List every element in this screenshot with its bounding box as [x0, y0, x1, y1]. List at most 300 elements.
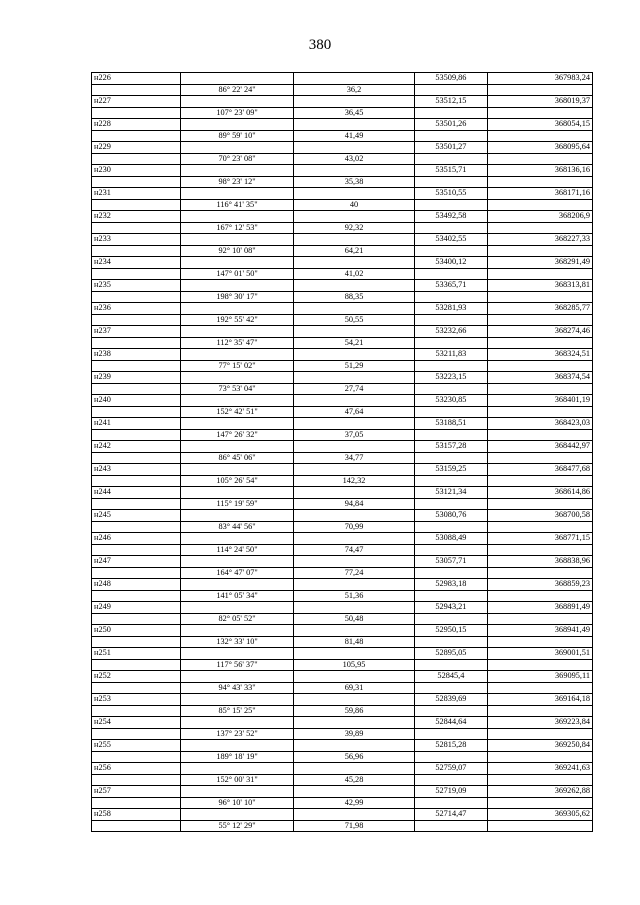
point-name-cell: н246: [92, 533, 181, 545]
empty-cell: [92, 199, 181, 211]
empty-cell: [293, 694, 414, 706]
length-cell: 41,49: [293, 130, 414, 142]
length-cell: 45,28: [293, 774, 414, 786]
empty-cell: [293, 763, 414, 775]
point-name-cell: н229: [92, 142, 181, 154]
segment-row: [92, 222, 593, 234]
angle-cell: 164° 47' 07": [181, 567, 293, 579]
empty-cell: [181, 349, 293, 361]
segment-row: [92, 291, 593, 303]
empty-cell: [487, 314, 592, 326]
empty-cell: [487, 567, 592, 579]
empty-cell: [487, 383, 592, 395]
empty-cell: [487, 521, 592, 533]
empty-cell: [293, 303, 414, 315]
empty-cell: [92, 682, 181, 694]
empty-cell: [415, 659, 487, 671]
segment-row: [92, 475, 593, 487]
x-coordinate-cell: 52983,18: [415, 579, 487, 591]
x-coordinate-cell: 53281,93: [415, 303, 487, 315]
empty-cell: [181, 73, 293, 85]
empty-cell: [487, 728, 592, 740]
empty-cell: [415, 245, 487, 257]
empty-cell: [415, 751, 487, 763]
empty-cell: [487, 774, 592, 786]
x-coordinate-cell: 53223,15: [415, 372, 487, 384]
empty-cell: [487, 406, 592, 418]
empty-cell: [181, 648, 293, 660]
empty-cell: [92, 291, 181, 303]
segment-row: [92, 84, 593, 96]
empty-cell: [415, 107, 487, 119]
angle-cell: 73° 53' 04": [181, 383, 293, 395]
point-row: [92, 234, 593, 246]
segment-row: [92, 153, 593, 165]
empty-cell: [487, 544, 592, 556]
empty-cell: [92, 590, 181, 602]
angle-cell: 82° 05' 52": [181, 613, 293, 625]
point-name-cell: н251: [92, 648, 181, 660]
length-cell: 43,02: [293, 153, 414, 165]
empty-cell: [181, 533, 293, 545]
x-coordinate-cell: 53230,85: [415, 395, 487, 407]
point-name-cell: н234: [92, 257, 181, 269]
point-row: [92, 257, 593, 269]
segment-row: [92, 613, 593, 625]
empty-cell: [92, 567, 181, 579]
empty-cell: [181, 372, 293, 384]
point-name-cell: н253: [92, 694, 181, 706]
segment-row: [92, 383, 593, 395]
empty-cell: [293, 441, 414, 453]
empty-cell: [181, 786, 293, 798]
length-cell: 36,2: [293, 84, 414, 96]
point-row: [92, 625, 593, 637]
empty-cell: [293, 119, 414, 131]
angle-cell: 116° 41' 35": [181, 199, 293, 211]
empty-cell: [487, 475, 592, 487]
angle-cell: 137° 23' 52": [181, 728, 293, 740]
empty-cell: [92, 314, 181, 326]
empty-cell: [415, 797, 487, 809]
empty-cell: [415, 475, 487, 487]
segment-row: [92, 797, 593, 809]
length-cell: 74,47: [293, 544, 414, 556]
x-coordinate-cell: 53232,66: [415, 326, 487, 338]
angle-cell: 198° 30' 17": [181, 291, 293, 303]
point-name-cell: н258: [92, 809, 181, 821]
empty-cell: [487, 199, 592, 211]
x-coordinate-cell: 52895,05: [415, 648, 487, 660]
y-coordinate-cell: 369305,62: [487, 809, 592, 821]
x-coordinate-cell: 53501,27: [415, 142, 487, 154]
empty-cell: [415, 820, 487, 832]
empty-cell: [487, 659, 592, 671]
y-coordinate-cell: 368324,51: [487, 349, 592, 361]
empty-cell: [293, 349, 414, 361]
point-row: [92, 372, 593, 384]
x-coordinate-cell: 52845,4: [415, 671, 487, 683]
empty-cell: [92, 222, 181, 234]
y-coordinate-cell: 368171,16: [487, 188, 592, 200]
empty-cell: [181, 671, 293, 683]
point-name-cell: н237: [92, 326, 181, 338]
empty-cell: [293, 464, 414, 476]
empty-cell: [293, 510, 414, 522]
x-coordinate-cell: 53501,26: [415, 119, 487, 131]
point-row: [92, 740, 593, 752]
angle-cell: 70° 23' 08": [181, 153, 293, 165]
coordinates-table-body: [92, 73, 593, 832]
x-coordinate-cell: 53157,28: [415, 441, 487, 453]
empty-cell: [92, 337, 181, 349]
empty-cell: [181, 326, 293, 338]
point-row: [92, 763, 593, 775]
segment-row: [92, 521, 593, 533]
empty-cell: [181, 740, 293, 752]
length-cell: 27,74: [293, 383, 414, 395]
empty-cell: [487, 222, 592, 234]
angle-cell: 132° 33' 10": [181, 636, 293, 648]
empty-cell: [181, 165, 293, 177]
length-cell: 50,48: [293, 613, 414, 625]
point-row: [92, 671, 593, 683]
point-row: [92, 142, 593, 154]
empty-cell: [415, 774, 487, 786]
empty-cell: [415, 590, 487, 602]
point-name-cell: н244: [92, 487, 181, 499]
point-row: [92, 602, 593, 614]
empty-cell: [487, 429, 592, 441]
empty-cell: [92, 475, 181, 487]
empty-cell: [92, 153, 181, 165]
empty-cell: [293, 96, 414, 108]
x-coordinate-cell: 53159,25: [415, 464, 487, 476]
empty-cell: [415, 314, 487, 326]
x-coordinate-cell: 52839,69: [415, 694, 487, 706]
y-coordinate-cell: 368423,03: [487, 418, 592, 430]
point-name-cell: н240: [92, 395, 181, 407]
angle-cell: 141° 05' 34": [181, 590, 293, 602]
empty-cell: [293, 671, 414, 683]
empty-cell: [293, 625, 414, 637]
empty-cell: [92, 797, 181, 809]
point-row: [92, 648, 593, 660]
angle-cell: 167° 12' 53": [181, 222, 293, 234]
angle-cell: 89° 59' 10": [181, 130, 293, 142]
empty-cell: [293, 740, 414, 752]
empty-cell: [415, 337, 487, 349]
segment-row: [92, 245, 593, 257]
point-row: [92, 303, 593, 315]
segment-row: [92, 406, 593, 418]
length-cell: 36,45: [293, 107, 414, 119]
empty-cell: [181, 280, 293, 292]
point-name-cell: н256: [92, 763, 181, 775]
empty-cell: [181, 464, 293, 476]
empty-cell: [92, 130, 181, 142]
y-coordinate-cell: 368095,64: [487, 142, 592, 154]
empty-cell: [415, 728, 487, 740]
length-cell: 142,32: [293, 475, 414, 487]
angle-cell: 83° 44' 56": [181, 521, 293, 533]
empty-cell: [293, 257, 414, 269]
empty-cell: [181, 510, 293, 522]
point-name-cell: н230: [92, 165, 181, 177]
y-coordinate-cell: 368227,33: [487, 234, 592, 246]
empty-cell: [487, 705, 592, 717]
empty-cell: [92, 521, 181, 533]
empty-cell: [181, 211, 293, 223]
point-name-cell: н249: [92, 602, 181, 614]
empty-cell: [181, 694, 293, 706]
empty-cell: [181, 188, 293, 200]
empty-cell: [92, 268, 181, 280]
empty-cell: [487, 176, 592, 188]
y-coordinate-cell: 369262,88: [487, 786, 592, 798]
length-cell: 51,29: [293, 360, 414, 372]
point-row: [92, 786, 593, 798]
point-row: [92, 395, 593, 407]
y-coordinate-cell: 368442,97: [487, 441, 592, 453]
length-cell: 92,32: [293, 222, 414, 234]
empty-cell: [487, 337, 592, 349]
segment-row: [92, 199, 593, 211]
empty-cell: [487, 107, 592, 119]
point-name-cell: н252: [92, 671, 181, 683]
empty-cell: [92, 820, 181, 832]
empty-cell: [181, 602, 293, 614]
point-row: [92, 96, 593, 108]
empty-cell: [487, 245, 592, 257]
empty-cell: [293, 211, 414, 223]
point-name-cell: н242: [92, 441, 181, 453]
segment-row: [92, 452, 593, 464]
empty-cell: [181, 625, 293, 637]
length-cell: 105,95: [293, 659, 414, 671]
angle-cell: 147° 26' 32": [181, 429, 293, 441]
empty-cell: [293, 533, 414, 545]
length-cell: 69,31: [293, 682, 414, 694]
empty-cell: [487, 682, 592, 694]
empty-cell: [293, 579, 414, 591]
empty-cell: [92, 636, 181, 648]
angle-cell: 114° 24' 50": [181, 544, 293, 556]
length-cell: 70,99: [293, 521, 414, 533]
point-name-cell: н241: [92, 418, 181, 430]
empty-cell: [415, 199, 487, 211]
empty-cell: [293, 234, 414, 246]
empty-cell: [293, 165, 414, 177]
point-name-cell: н231: [92, 188, 181, 200]
page-number: 380: [308, 37, 332, 53]
angle-cell: 152° 00' 31": [181, 774, 293, 786]
empty-cell: [415, 567, 487, 579]
length-cell: 94,84: [293, 498, 414, 510]
empty-cell: [92, 544, 181, 556]
segment-row: [92, 820, 593, 832]
point-row: [92, 694, 593, 706]
x-coordinate-cell: 53365,71: [415, 280, 487, 292]
empty-cell: [415, 521, 487, 533]
length-cell: 37,05: [293, 429, 414, 441]
empty-cell: [293, 648, 414, 660]
length-cell: 81,48: [293, 636, 414, 648]
angle-cell: 192° 55' 42": [181, 314, 293, 326]
length-cell: 51,36: [293, 590, 414, 602]
segment-row: [92, 107, 593, 119]
point-row: [92, 464, 593, 476]
empty-cell: [293, 188, 414, 200]
y-coordinate-cell: 368838,96: [487, 556, 592, 568]
x-coordinate-cell: 52844,64: [415, 717, 487, 729]
empty-cell: [181, 257, 293, 269]
point-name-cell: н250: [92, 625, 181, 637]
empty-cell: [415, 360, 487, 372]
empty-cell: [92, 498, 181, 510]
point-row: [92, 510, 593, 522]
x-coordinate-cell: 53515,71: [415, 165, 487, 177]
empty-cell: [487, 820, 592, 832]
angle-cell: 115° 19' 59": [181, 498, 293, 510]
y-coordinate-cell: 368477,68: [487, 464, 592, 476]
empty-cell: [415, 383, 487, 395]
empty-cell: [487, 153, 592, 165]
y-coordinate-cell: 369241,63: [487, 763, 592, 775]
empty-cell: [415, 636, 487, 648]
empty-cell: [487, 268, 592, 280]
segment-row: [92, 636, 593, 648]
angle-cell: 189° 18' 19": [181, 751, 293, 763]
empty-cell: [487, 360, 592, 372]
angle-cell: 85° 15' 25": [181, 705, 293, 717]
point-name-cell: н238: [92, 349, 181, 361]
x-coordinate-cell: 53510,55: [415, 188, 487, 200]
empty-cell: [92, 452, 181, 464]
point-row: [92, 188, 593, 200]
segment-row: [92, 360, 593, 372]
y-coordinate-cell: 368374,54: [487, 372, 592, 384]
point-row: [92, 211, 593, 223]
angle-cell: 55° 12' 29": [181, 820, 293, 832]
point-name-cell: н233: [92, 234, 181, 246]
empty-cell: [92, 360, 181, 372]
point-row: [92, 533, 593, 545]
segment-row: [92, 567, 593, 579]
point-name-cell: н235: [92, 280, 181, 292]
y-coordinate-cell: 369250,84: [487, 740, 592, 752]
empty-cell: [487, 636, 592, 648]
x-coordinate-cell: 52714,47: [415, 809, 487, 821]
y-coordinate-cell: 368891,49: [487, 602, 592, 614]
segment-row: [92, 429, 593, 441]
y-coordinate-cell: 368054,15: [487, 119, 592, 131]
empty-cell: [487, 797, 592, 809]
segment-row: [92, 498, 593, 510]
y-coordinate-cell: 368941,49: [487, 625, 592, 637]
empty-cell: [92, 429, 181, 441]
segment-row: [92, 751, 593, 763]
empty-cell: [92, 751, 181, 763]
angle-cell: 98° 23' 12": [181, 176, 293, 188]
x-coordinate-cell: 53492,58: [415, 211, 487, 223]
point-row: [92, 579, 593, 591]
x-coordinate-cell: 52759,07: [415, 763, 487, 775]
point-row: [92, 165, 593, 177]
empty-cell: [487, 452, 592, 464]
point-row: [92, 119, 593, 131]
angle-cell: 112° 35' 47": [181, 337, 293, 349]
point-name-cell: н245: [92, 510, 181, 522]
empty-cell: [293, 487, 414, 499]
angle-cell: 107° 23' 09": [181, 107, 293, 119]
empty-cell: [181, 809, 293, 821]
point-row: [92, 717, 593, 729]
empty-cell: [415, 682, 487, 694]
empty-cell: [181, 303, 293, 315]
empty-cell: [92, 107, 181, 119]
empty-cell: [415, 429, 487, 441]
empty-cell: [415, 705, 487, 717]
x-coordinate-cell: 53512,15: [415, 96, 487, 108]
empty-cell: [415, 452, 487, 464]
angle-cell: 94° 43' 33": [181, 682, 293, 694]
x-coordinate-cell: 52719,09: [415, 786, 487, 798]
empty-cell: [92, 406, 181, 418]
length-cell: 41,02: [293, 268, 414, 280]
x-coordinate-cell: 53088,49: [415, 533, 487, 545]
empty-cell: [181, 556, 293, 568]
angle-cell: 86° 45' 06": [181, 452, 293, 464]
empty-cell: [293, 326, 414, 338]
empty-cell: [293, 280, 414, 292]
point-row: [92, 487, 593, 499]
segment-row: [92, 130, 593, 142]
segment-row: [92, 176, 593, 188]
point-name-cell: н228: [92, 119, 181, 131]
length-cell: 64,21: [293, 245, 414, 257]
empty-cell: [293, 142, 414, 154]
empty-cell: [415, 406, 487, 418]
point-row: [92, 556, 593, 568]
empty-cell: [293, 395, 414, 407]
empty-cell: [181, 717, 293, 729]
y-coordinate-cell: 368291,49: [487, 257, 592, 269]
empty-cell: [293, 602, 414, 614]
y-coordinate-cell: 368859,23: [487, 579, 592, 591]
angle-cell: 105° 26' 54": [181, 475, 293, 487]
empty-cell: [293, 717, 414, 729]
y-coordinate-cell: 369164,18: [487, 694, 592, 706]
empty-cell: [181, 142, 293, 154]
empty-cell: [415, 613, 487, 625]
empty-cell: [415, 291, 487, 303]
point-name-cell: н227: [92, 96, 181, 108]
x-coordinate-cell: 53400,12: [415, 257, 487, 269]
empty-cell: [487, 291, 592, 303]
y-coordinate-cell: 368614,86: [487, 487, 592, 499]
angle-cell: 92° 10' 08": [181, 245, 293, 257]
point-name-cell: н226: [92, 73, 181, 85]
coordinates-table: [91, 72, 593, 832]
length-cell: 77,24: [293, 567, 414, 579]
empty-cell: [487, 498, 592, 510]
empty-cell: [92, 613, 181, 625]
empty-cell: [415, 544, 487, 556]
empty-cell: [415, 153, 487, 165]
empty-cell: [293, 809, 414, 821]
point-name-cell: н248: [92, 579, 181, 591]
